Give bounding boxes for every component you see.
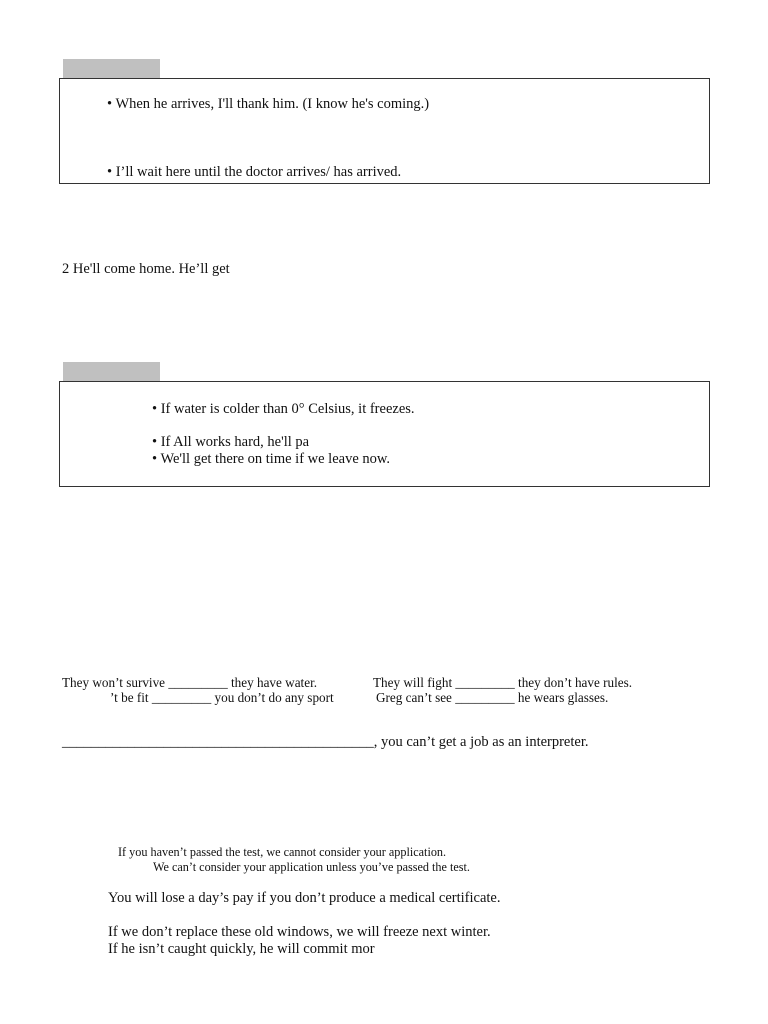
example-line-1: If you haven’t passed the test, we cannot consider your application. — [118, 845, 447, 859]
section-header-tab-2 — [63, 362, 160, 382]
example-line-2: We can’t consider your application unless you’ve passed the test. — [153, 860, 470, 874]
box2-line-3: • We'll get there on time if we leave now. — [152, 451, 391, 467]
exercise-long-line: ___________________________________________, you can’t get a job as an interpreter. — [62, 734, 589, 750]
final-line-2: If we don’t replace these old windows, we will freeze next winter. — [108, 924, 491, 940]
exercise-row1-left: They won’t survive _________ they have water. — [62, 675, 318, 690]
example-box-2 — [59, 381, 710, 487]
box2-line-1: • If water is colder than 0° Celsius, it freezes. — [152, 401, 415, 417]
final-line-3: If he isn’t caught quickly, he will commit mor — [108, 941, 375, 957]
example-box-1 — [59, 78, 710, 184]
box1-line-2: • I’ll wait here until the doctor arrives/ has arrived. — [107, 164, 402, 180]
section-header-tab-1 — [63, 59, 160, 79]
exercise-row1-right: They will fight _________ they don’t have rules. — [373, 675, 633, 690]
box1-line-1: • When he arrives, I'll thank him. (I know he's coming.) — [107, 96, 430, 112]
sentence-2: 2 He'll come home. He’ll get — [62, 261, 230, 277]
box2-line-2: • If All works hard, he'll pa — [152, 434, 310, 450]
exercise-row2-right: Greg can’t see _________ he wears glasses. — [376, 690, 609, 705]
final-line-1: You will lose a day’s pay if you don’t produce a medical certificate. — [108, 890, 501, 906]
exercise-row2-left: ’t be fit _________ you don’t do any sport — [110, 690, 334, 705]
